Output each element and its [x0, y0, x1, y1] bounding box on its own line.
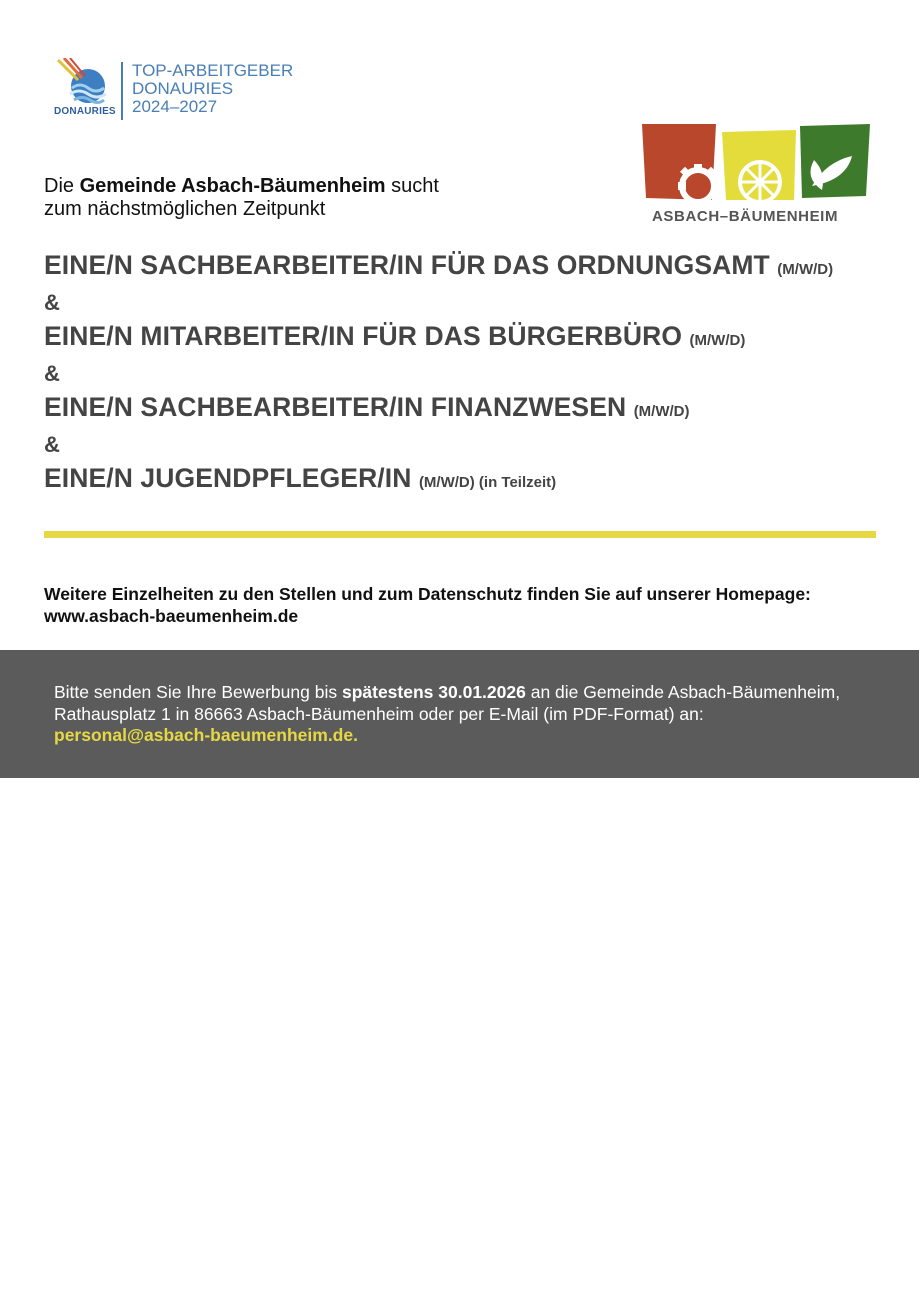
- job-title-text: EINE/N SACHBEARBEITER/IN FINANZWESEN: [44, 392, 627, 422]
- intro-text: [44, 175, 439, 221]
- application-deadline: spätestens 30.01.2026: [341, 682, 526, 702]
- job-title: [44, 319, 884, 358]
- award-line-1: TOP-ARBEITGEBER: [132, 61, 294, 80]
- intro-lead: Die: [44, 175, 80, 197]
- job-suffix: (M/W/D): [633, 403, 690, 420]
- municipality-logo: [640, 120, 872, 230]
- job-separator: &: [44, 432, 60, 457]
- yellow-divider: [44, 531, 876, 538]
- job-separator: &: [44, 290, 60, 315]
- job-suffix: (M/W/D) (in Teilzeit): [418, 474, 557, 491]
- award-line-2: DONAURIES: [132, 79, 234, 98]
- job-title: [44, 248, 884, 287]
- application-email-link[interactable]: personal@asbach-baeumenheim.de.: [54, 725, 358, 745]
- job-suffix: (M/W/D): [777, 261, 834, 278]
- job-separator: &: [44, 361, 60, 386]
- top-arbeitgeber-badge: [52, 58, 302, 124]
- intro-line-1: [44, 175, 439, 198]
- municipality-name: ASBACH–BÄUMENHEIM: [652, 208, 839, 225]
- job-list: [44, 248, 884, 500]
- municipality-emblem-icon: [640, 120, 872, 206]
- award-line-3: 2024–2027: [132, 97, 218, 116]
- job-title-text: EINE/N SACHBEARBEITER/IN FÜR DAS ORDNUNGSAMT: [44, 250, 770, 280]
- intro-line-2: zum nächstmöglichen Zeitpunkt: [44, 198, 326, 220]
- donauries-wordmark: DONAURIES: [54, 106, 116, 117]
- job-title-text: EINE/N MITARBEITER/IN FÜR DAS BÜRGERBÜRO: [44, 321, 683, 351]
- badge-divider: [121, 62, 123, 120]
- details-line-1: Weitere Einzelheiten zu den Stellen und zum Datenschutz finden Sie auf unserer Homepage:: [44, 584, 811, 604]
- job-title-text: EINE/N JUGENDPFLEGER/IN: [44, 463, 412, 493]
- application-part-1: Bitte senden Sie Ihre Bewerbung bis: [54, 682, 342, 702]
- award-text: [132, 62, 293, 116]
- intro-after: sucht: [385, 175, 439, 197]
- application-part-2: an die Gemeinde Asbach-Bäumenheim, Rathausplatz 1 in 86663 Asbach-Bäumenheim oder per E-Mail (im PDF-Format) an:: [54, 682, 841, 724]
- application-text: [54, 682, 884, 747]
- job-suffix: (M/W/D): [689, 332, 746, 349]
- homepage-link[interactable]: www.asbach-baeumenheim.de: [44, 606, 299, 626]
- details-text: [44, 583, 811, 627]
- intro-municipality: Gemeinde Asbach-Bäumenheim: [79, 175, 386, 197]
- job-title: [44, 390, 884, 429]
- job-title: [44, 461, 884, 500]
